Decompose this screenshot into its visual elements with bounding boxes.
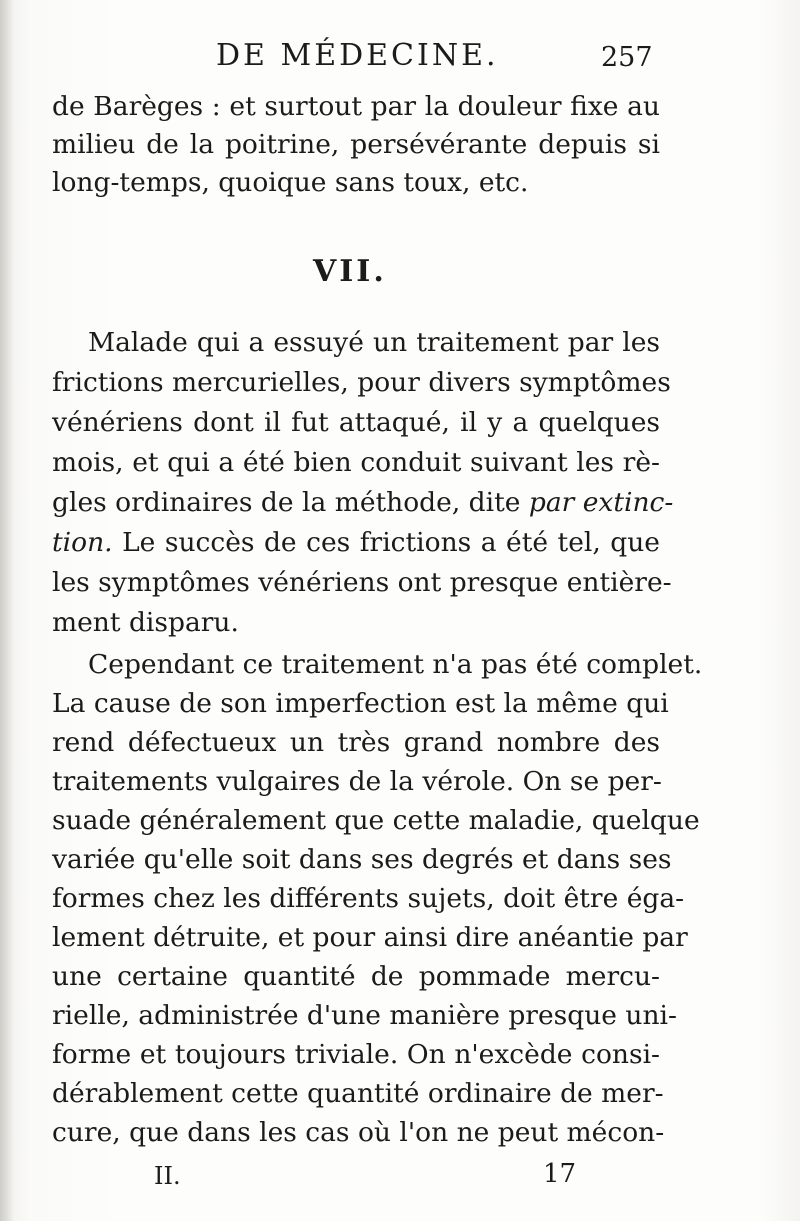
text-line: de Barèges : et surtout par la douleur fixe au bbox=[52, 91, 660, 122]
text-span: Le succès de ces frictions a été tel, que bbox=[112, 527, 660, 558]
text-line: dérablement cette quantité ordinaire de mer- bbox=[52, 1078, 664, 1109]
text-line: formes chez les différents sujets, doit être éga- bbox=[52, 883, 685, 914]
text-line: les symptômes vénériens ont presque entière- bbox=[52, 567, 672, 598]
signature-number: 17 bbox=[543, 1159, 577, 1189]
text-line: frictions mercurielles, pour divers symptômes bbox=[52, 367, 671, 398]
text-line: La cause de son imperfection est la même qui bbox=[52, 688, 669, 719]
text-line: rielle, administrée d'une manière presque uni- bbox=[52, 1000, 677, 1031]
text-line: vénériens dont il fut attaqué, il y a quelques bbox=[52, 407, 660, 438]
text-span: gles ordinaires de la méthode, dite bbox=[52, 487, 529, 518]
text-line: lement détruite, et pour ainsi dire anéantie par bbox=[52, 922, 688, 953]
text-line: suade généralement que cette maladie, quelque bbox=[52, 805, 700, 836]
text-line: traitements vulgaires de la vérole. On se per- bbox=[52, 766, 662, 797]
text-line: ment disparu. bbox=[52, 607, 239, 638]
italic-term: tion. bbox=[52, 527, 113, 558]
paragraph-first-line: Cependant ce traitement n'a pas été complet. bbox=[88, 649, 703, 680]
page-gutter-shadow bbox=[0, 0, 14, 1221]
text-line bbox=[52, 524, 660, 562]
section-title: VII. bbox=[313, 254, 387, 289]
text-line: une certaine quantité de pommade mercu- bbox=[52, 961, 660, 992]
text-line: milieu de la poitrine, persévérante depuis si bbox=[52, 129, 660, 160]
italic-term: par extinc- bbox=[528, 487, 674, 518]
text-line: cure, que dans les cas où l'on ne peut mécon- bbox=[52, 1117, 665, 1148]
text-line: forme et toujours triviale. On n'excède consi- bbox=[52, 1039, 660, 1070]
text-line: mois, et qui a été bien conduit suivant les rè- bbox=[52, 447, 660, 478]
paragraph-first-line: Malade qui a essuyé un traitement par les bbox=[88, 327, 660, 358]
page-number: 257 bbox=[601, 42, 653, 73]
text-line: long-temps, quoique sans toux, etc. bbox=[52, 167, 529, 198]
signature-mark: II. bbox=[154, 1162, 181, 1190]
text-line: rend défectueux un très grand nombre des bbox=[52, 727, 660, 758]
running-head: DE MÉDECINE. bbox=[216, 38, 499, 73]
text-line: variée qu'elle soit dans ses degrés et dans ses bbox=[52, 844, 672, 875]
text-line bbox=[52, 484, 674, 522]
